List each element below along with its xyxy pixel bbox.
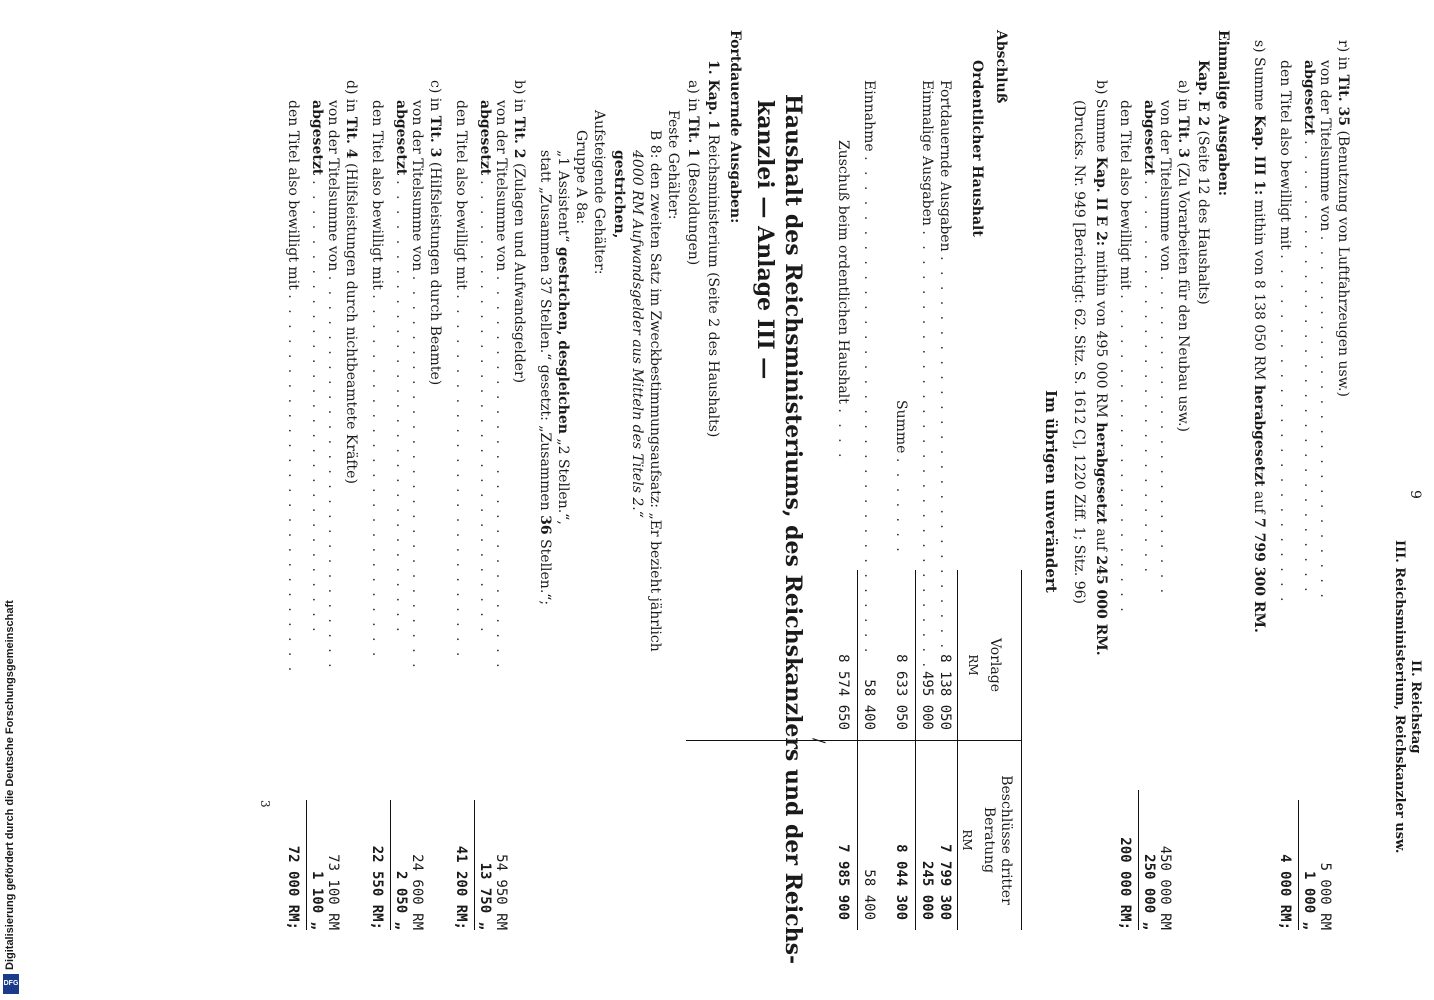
- summe-vorlage: 8 633 050: [893, 654, 909, 730]
- rule: [390, 800, 391, 930]
- item-r-line3: abgesetzt . . . . . . . . . . . . . . . . . . . . . . . . . . . . . . .: [1301, 60, 1317, 595]
- haushalt-d-line4: den Titel also bewilligt mit . . . . . . . . . . . . . . . . . . . . . . . . . .: [285, 100, 301, 675]
- haushalt-c-value3: 2 050 „: [393, 870, 409, 930]
- fortdauernde-heading: Fortdauernde Ausgaben:: [727, 30, 743, 224]
- zuschuss-label: Zuschuß beim ordentlichen Haushalt . . . .: [835, 140, 851, 461]
- haushalt-b-line3: abgesetzt . . . . . . . . . . . . . . . . . . . . . . . . . . . . . . .: [477, 100, 493, 635]
- rule: [1298, 800, 1299, 930]
- item-r-line4: den Titel also bewilligt mit . . . . . . . . . . . . . . . . . . . . . . . .: [1277, 60, 1293, 605]
- haushalt-d-value2: 73 100 RM: [325, 854, 341, 930]
- einnahme-vorlage: 58 400: [861, 679, 877, 730]
- item-r-value2: 5 000 RM: [1317, 862, 1333, 930]
- haushalt-c-value4: 22 550 RM;: [369, 845, 385, 930]
- haushalt-d-value3: 1 100 „: [309, 870, 325, 930]
- summe-label: Summe . . . . . . .: [893, 400, 909, 555]
- item-r-value4: 4 000 RM;: [1277, 854, 1293, 930]
- item-r-line2: von der Titelsumme von . . . . . . . . . . . . . . . . . . . . . . . . .: [1317, 60, 1333, 601]
- item-r: r) in Tit. 35 (Benutzung von Luftfahrzeugen usw.): [1335, 40, 1351, 397]
- page-number: 9: [1407, 490, 1423, 499]
- haushalt-c: c) in Tit. 3 (Hilfsleistungen durch Beamte): [427, 80, 443, 386]
- gruppe: Gruppe A 8a:: [573, 130, 589, 225]
- assistent-line: „1 Assistent“ gestrichen, desgleichen „2 Stellen.“,: [555, 150, 571, 525]
- einmalige-a-value2: 450 000 RM: [1157, 845, 1173, 930]
- credit-strip: [0, 0, 22, 1000]
- col-vorlage-unit: RM: [966, 654, 980, 676]
- haushalt-c-line4: den Titel also bewilligt mit . . . . . . . . . . . . . . . . . . . . . . . . .: [369, 100, 385, 660]
- abschluss-heading: Abschluß: [993, 30, 1009, 104]
- row-fortdauernde-vorlage: 8 138 050: [937, 654, 953, 730]
- einnahme-label: Einnahme . . . . . . . . . . . . . . . . . . . . . . . . . . . . . . . . . .: [861, 80, 877, 656]
- haushalt-d-value4: 72 000 RM;: [285, 845, 301, 930]
- einmalige-a-value4: 200 000 RM;: [1117, 837, 1133, 930]
- haushalt-b-line2: von der Titelsumme von . . . . . . . . . . . . . . . . . . . . . . . . . . .: [493, 100, 509, 671]
- einmalige-a-line4: den Titel also bewilligt mit . . . . . . . . . . . . . . . . . . . . . .: [1117, 100, 1133, 615]
- table-sum-rule: [915, 570, 916, 930]
- haushalt-title-2: kanzlei — Anlage III —: [752, 100, 778, 380]
- aufsteigende-gehaelter: Aufsteigende Gehälter:: [591, 110, 607, 275]
- table-top-rule: [1021, 570, 1022, 930]
- item-s: s) Summe Kap. III 1: mithin von 8 138 050 RM herabgesetzt auf 7 799 300 RM.: [1251, 40, 1267, 633]
- b8-text: B 8: den zweiten Satz im Zweckbestimmungsaufsatz: „Er bezieht jährlich: [647, 130, 663, 652]
- running-head-reichstag: II. Reichstag: [1408, 660, 1423, 754]
- einnahme-beschluss: 58 400: [861, 869, 877, 920]
- b8-text-2: 4000 RM Aufwandsgelder aus Mitteln des Titels 2.“: [629, 150, 645, 518]
- einmalige-a-value3: 250 000 „: [1141, 854, 1157, 930]
- table-col-rule: [686, 738, 1022, 744]
- haushalt-b: b) in Tit. 2 (Zulagen und Aufwandsgelder): [511, 80, 527, 384]
- statt-line: statt „Zusammen 37 Stellen.“ gesetzt: „Zusammen 36 Stellen.“;: [537, 150, 553, 606]
- credit-text: Digitalisierung gefördert durch die Deutsche Forschungsgemeinschaft: [4, 600, 16, 970]
- kap-e2-heading: Kap. E 2 (Seite 12 des Haushalts): [1195, 60, 1211, 305]
- table-zuschuss-rule: [857, 570, 858, 930]
- haushalt-b-value2: 54 950 RM: [493, 854, 509, 930]
- row-fortdauernde-beschluss: 7 799 300: [937, 844, 953, 920]
- haushalt-d-line2: von der Titelsumme von . . . . . . . . . . . . . . . . . . . . . . . . . . .: [325, 100, 341, 671]
- drucks-reference: (Drucks. Nr. 949 [Berichtigt: 62. Sitz. S. 1612 C], 1220 Ziff. 1; Sitz. 96): [1071, 100, 1087, 604]
- summe-beschluss: 8 044 300: [893, 844, 909, 920]
- gestrichen: gestrichen,: [611, 150, 627, 239]
- col-beschluesse-unit: RM: [960, 829, 974, 851]
- haushalt-d: d) in Tit. 4 (Hilfsleistungen durch nichtbeamtete Kräfte): [343, 80, 359, 484]
- ordentlicher-haushalt: Ordentlicher Haushalt: [969, 60, 985, 237]
- col-vorlage: Vorlage: [987, 637, 1003, 693]
- haushalt-title-1: Haushalt des Reichsministeriums, des Reichskanzlers und der Reichs-: [780, 94, 806, 965]
- row-einmalige-vorlage: 495 000: [919, 670, 935, 730]
- haushalt-b-line4: den Titel also bewilligt mit . . . . . . . . . . . . . . . . . . . . . . . . .: [453, 100, 469, 660]
- einmalige-b: b) Summe Kap. II E 2: mithin von 495 000 RM herabgesetzt auf 245 000 RM.: [1093, 80, 1109, 656]
- kap1-heading: 1. Kap. 1 Reichsministerium (Seite 2 des Haushalts): [705, 60, 721, 438]
- haushalt-c-line3: abgesetzt . . . . . . . . . . . . . . . . . . . . . . . . . . . . . . .: [393, 100, 409, 635]
- einmalige-a-line2: von der Titelsumme von . . . . . . . . . . . . . . . . . . . . . .: [1157, 100, 1173, 597]
- row-einmalige-beschluss: 245 000: [919, 860, 935, 920]
- einmalige-heading: Einmalige Ausgaben:: [1215, 30, 1231, 197]
- item-r-value3: 1 000 „: [1301, 870, 1317, 930]
- haushalt-c-value2: 24 600 RM: [409, 854, 425, 930]
- rule: [1138, 790, 1139, 930]
- table-header-rule: [957, 570, 958, 930]
- zuschuss-beschluss: 7 985 900: [835, 844, 851, 920]
- row-fortdauernde-label: Fortdauernde Ausgaben . . . . . . . . . . . . . . . . . . . . . . . . . . . .: [937, 80, 953, 666]
- haushalt-c-line2: von der Titelsumme von . . . . . . . . . . . . . . . . . . . . . . . . . . .: [409, 100, 425, 671]
- running-head-ministry: III. Reichsministerium, Reichskanzler usw.: [1392, 540, 1407, 854]
- einmalige-a: a) in Tit. 3 (Zu Vorarbeiten für den Neubau usw.): [1175, 80, 1191, 432]
- unchanged-note: Im übrigen unverändert: [1042, 390, 1060, 593]
- haushalt-b-value3: 13 750 „: [477, 862, 493, 930]
- rule: [474, 800, 475, 930]
- pencil-mark: /: [810, 738, 829, 744]
- col-beschluesse: Beschlüsse dritter Beratung: [981, 775, 1014, 905]
- feste-gehaelter: Feste Gehälter:: [665, 110, 681, 220]
- haushalt-b-value4: 41 200 RM;: [453, 845, 469, 930]
- haushalt-a: a) in Tit. 1 (Besoldungen): [685, 80, 701, 266]
- einmalige-a-line3: abgesetzt . . . . . . . . . . . . . . . . . . . . . . . . . . .: [1141, 100, 1157, 575]
- dfg-logo: DFG: [3, 974, 19, 994]
- signature-mark: 3: [258, 800, 272, 808]
- haushalt-d-line3: abgesetzt . . . . . . . . . . . . . . . . . . . . . . . . . . . . . . .: [309, 100, 325, 635]
- row-einmalige-label: Einmalige Ausgaben . . . . . . . . . . . . . . . . . . . . . . . . . . . . . .: [919, 80, 935, 670]
- zuschuss-vorlage: 8 574 650: [835, 654, 851, 730]
- rule: [306, 800, 307, 930]
